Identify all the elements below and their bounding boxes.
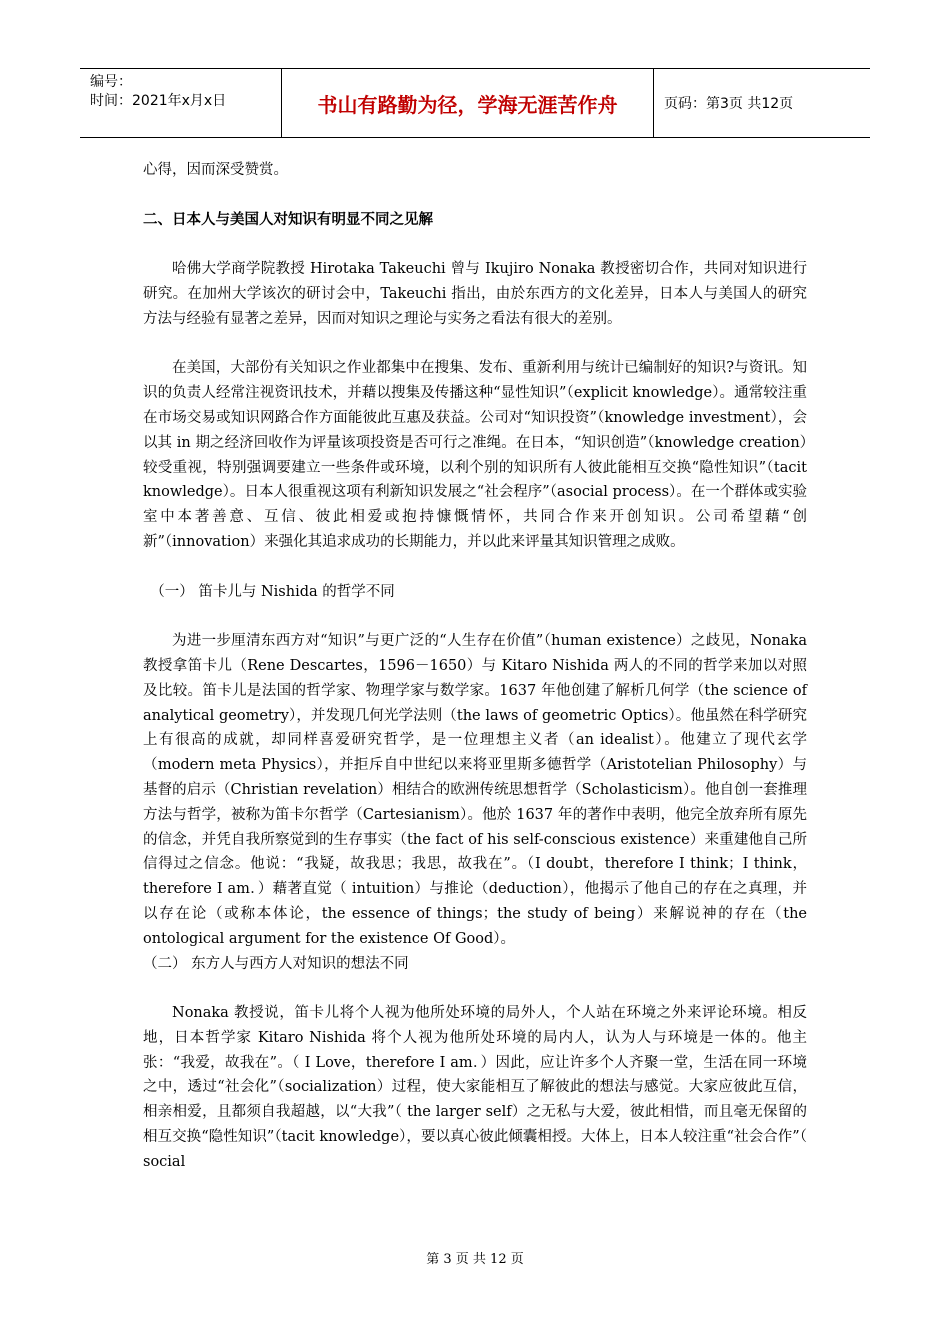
page-indicator: 页码：第3页 共12页 — [664, 96, 794, 112]
paragraph: 在美国，大部份有关知识之作业都集中在搜集、发布、重新利用与统计已编制好的知识?与资讯。知识的负责人经常注视资讯技术，并藉以搜集及传播这种“显性知识”（explicit knowledge）。通常较注重在市场交易或知识网路合作方面能彼此互惠及获益。公司对“知识投资”（knowledge investment），会以其 in 期之经济回收作为评量该项投资是否可行之准绳。在日本，“知识创造”（knowledge creation）较受重视，特别强调要建立一些条件或环境，以利个别的知识所有人彼此能相互交换“隐性知识”（tacit knowledge）。日本人很重视这项有利新知识发展之“社会程序”（asocial process）。在一个群体或实验室中本著善意、互信、彼此相爱或抱持慷慨情怀，共同合作来开创知识。公司希望藉“创新”（innovation）来强化其追求成功的长期能力，并以此来评量其知识管理之成败。 — [143, 360, 807, 550]
document-body — [143, 158, 807, 1175]
paragraph: 哈佛大学商学院教授 Hirotaka Takeuchi 曾与 Ikujiro Nonaka 教授密切合作，共同对知识进行研究。在加州大学该次的研讨会中，Takeuchi 指出，由於东西方的文化差异，日本人与美国人的研究方法与经验有显著之差异，因而对知识之理论与实务之看法有很大的差别。 — [143, 261, 807, 327]
number-label: 编号： — [90, 74, 132, 90]
date-label: 时间：2021年x月x日 — [90, 93, 227, 109]
motto: 书山有路勤为径，学海无涯苦作舟 — [282, 69, 654, 137]
paragraph: 心得，因而深受赞赏。 — [143, 162, 288, 178]
header-table — [80, 68, 870, 138]
subsection-heading: （二） 东方人与西方人对知识的想法不同 — [143, 955, 409, 972]
paragraph: Nonaka 教授说，笛卡儿将个人视为他所处环境的局外人，个人站在环境之外来评论环境。相反地，日本哲学家 Kitaro Nishida 将个人视为他所处环境的局内人，认为人与环境是一体的。他主张：“我爱，故我在”。（ I Love，therefore I am．）因此，应让许多个人齐聚一堂，生活在同一环境之中，透过“社会化”（socialization）过程，使大家能相互了解彼此的想法与感觉。大家应彼此互信，相亲相爱，且都须自我超越，以“大我”（ the larger self）之无私与大爱，彼此相惜，而且毫无保留的相互交换“隐性知识”（tacit knowledge），要以真心彼此倾囊相授。大体上，日本人较注重“社会合作”（ social — [143, 1005, 807, 1170]
section-heading: 二、日本人与美国人对知识有明显不同之见解 — [143, 211, 433, 228]
header-left-cell — [80, 69, 282, 137]
subsection-heading: （一） 笛卡儿与 Nishida 的哲学不同 — [150, 583, 395, 600]
paragraph: 为进一步厘清东西方对“知识”与更广泛的“人生存在价值”（human existence）之歧见，Nonaka 教授拿笛卡儿（Rene Descartes，1596－1650）与 Kitaro Nishida 两人的不同的哲学来加以对照及比较。笛卡儿是法国的哲学家、物理学家与数学家。1637 年他创建了解析几何学（the science of analytical geometry），并发现几何光学法则（the laws of geometric Optics）。他虽然在科学研究上有很高的成就，却同样喜爱研究哲学，是一位理想主义者（an idealist）。他建立了现代玄学（modern meta Physics），并拒斥自中世纪以来将亚里斯多德哲学（Aristotelian Philosophy）与基督的启示（Christian revelation）相结合的欧洲传统思想哲学（Scholasticism）。他自创一套推理方法与哲学，被称为笛卡尔哲学（Cartesianism）。他於 1637 年的著作中表明，他完全放弃所有原先的信念，并凭自我所察觉到的生存事实（the fact of his self-conscious existence）来重建他自己所信得过之信念。他说：“我疑，故我思；我思，故我在”。（I doubt，therefore I think；I think，therefore I am．）藉著直觉（ intuition）与推论（deduction），他揭示了他自己的存在之真理，并以存在论（或称本体论，the essence of things；the study of being）来解说神的存在（the ontological argument for the existence Of Good）。 — [143, 633, 807, 947]
page-footer: 第 3 页 共 12 页 — [426, 1252, 524, 1267]
